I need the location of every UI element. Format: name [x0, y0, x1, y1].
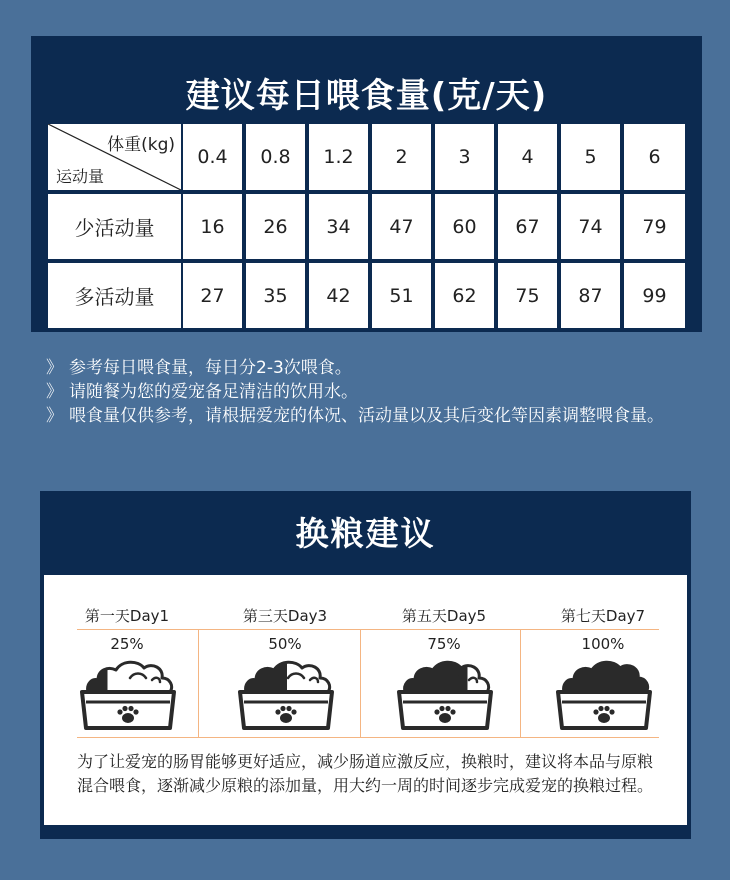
feeding-panel — [31, 36, 702, 332]
table-cell: 42 — [309, 263, 368, 328]
note-text: 参考每日喂食量，每日分2-3次喂食。 — [69, 358, 352, 378]
corner-activity-label: 运动量 — [56, 167, 105, 186]
table-cell: 62 — [435, 263, 494, 328]
day-label: 第七天Day7 — [560, 607, 646, 625]
table-cell: 74 — [561, 194, 620, 259]
percent-label: 100% — [581, 635, 625, 653]
switching-card — [44, 575, 687, 825]
note-item — [46, 380, 686, 404]
percent-label: 50% — [268, 635, 302, 653]
column-divider — [520, 629, 521, 737]
table-cell: 75 — [498, 263, 557, 328]
table-cell: 87 — [561, 263, 620, 328]
table-cell: 79 — [624, 194, 685, 259]
weight-header-cell: 0.8 — [246, 124, 305, 190]
row-label-high-activity: 多活动量 — [48, 263, 181, 328]
weight-header-cell: 3 — [435, 124, 494, 190]
table-cell: 67 — [498, 194, 557, 259]
note-item — [46, 404, 686, 428]
note-text: 请随餐为您的爱宠备足清洁的饮用水。 — [69, 382, 358, 402]
row-label-low-activity: 少活动量 — [48, 194, 181, 259]
table-cell: 27 — [183, 263, 242, 328]
switching-title: 换粮建议 — [295, 514, 436, 553]
note-item — [46, 356, 686, 380]
feeding-title: 建议每日喂食量(克/天) — [185, 76, 548, 116]
note-marker: 》 — [46, 406, 63, 426]
day-label: 第三天Day3 — [242, 607, 328, 625]
table-cell: 35 — [246, 263, 305, 328]
weight-header-cell: 5 — [561, 124, 620, 190]
column-divider — [198, 629, 199, 737]
table-corner-cell — [48, 124, 181, 190]
weight-header-cell: 2 — [372, 124, 431, 190]
percent-label: 25% — [110, 635, 144, 653]
food-bowl-icon — [78, 650, 178, 732]
corner-weight-label: 体重(kg) — [107, 135, 175, 155]
weight-header-cell: 4 — [498, 124, 557, 190]
note-marker: 》 — [46, 358, 63, 378]
divider-line — [77, 629, 659, 630]
table-cell: 51 — [372, 263, 431, 328]
table-cell: 99 — [624, 263, 685, 328]
feeding-notes — [46, 356, 686, 428]
table-cell: 26 — [246, 194, 305, 259]
switching-panel — [40, 491, 691, 839]
weight-header-cell: 0.4 — [183, 124, 242, 190]
food-bowl-icon — [395, 650, 495, 732]
note-text: 喂食量仅供参考，请根据爱宠的体况、活动量以及其后变化等因素调整喂食量。 — [69, 406, 664, 426]
switching-description: 为了让爱宠的肠胃能够更好适应，减少肠道应激反应，换粮时，建议将本品与原粮混合喂食，逐渐减少原粮的添加量，用大约一周的时间逐步完成爱宠的换粮过程。 — [77, 752, 654, 795]
column-divider — [360, 629, 361, 737]
percent-label: 75% — [427, 635, 461, 653]
weight-header-cell: 1.2 — [309, 124, 368, 190]
day-label: 第一天Day1 — [84, 607, 170, 625]
day-label: 第五天Day5 — [401, 607, 487, 625]
food-bowl-icon — [554, 650, 654, 732]
weight-header-cell: 6 — [624, 124, 685, 190]
table-cell: 60 — [435, 194, 494, 259]
table-cell: 34 — [309, 194, 368, 259]
note-marker: 》 — [46, 382, 63, 402]
food-bowl-icon — [236, 650, 336, 732]
divider-line — [77, 737, 659, 738]
table-cell: 16 — [183, 194, 242, 259]
table-cell: 47 — [372, 194, 431, 259]
